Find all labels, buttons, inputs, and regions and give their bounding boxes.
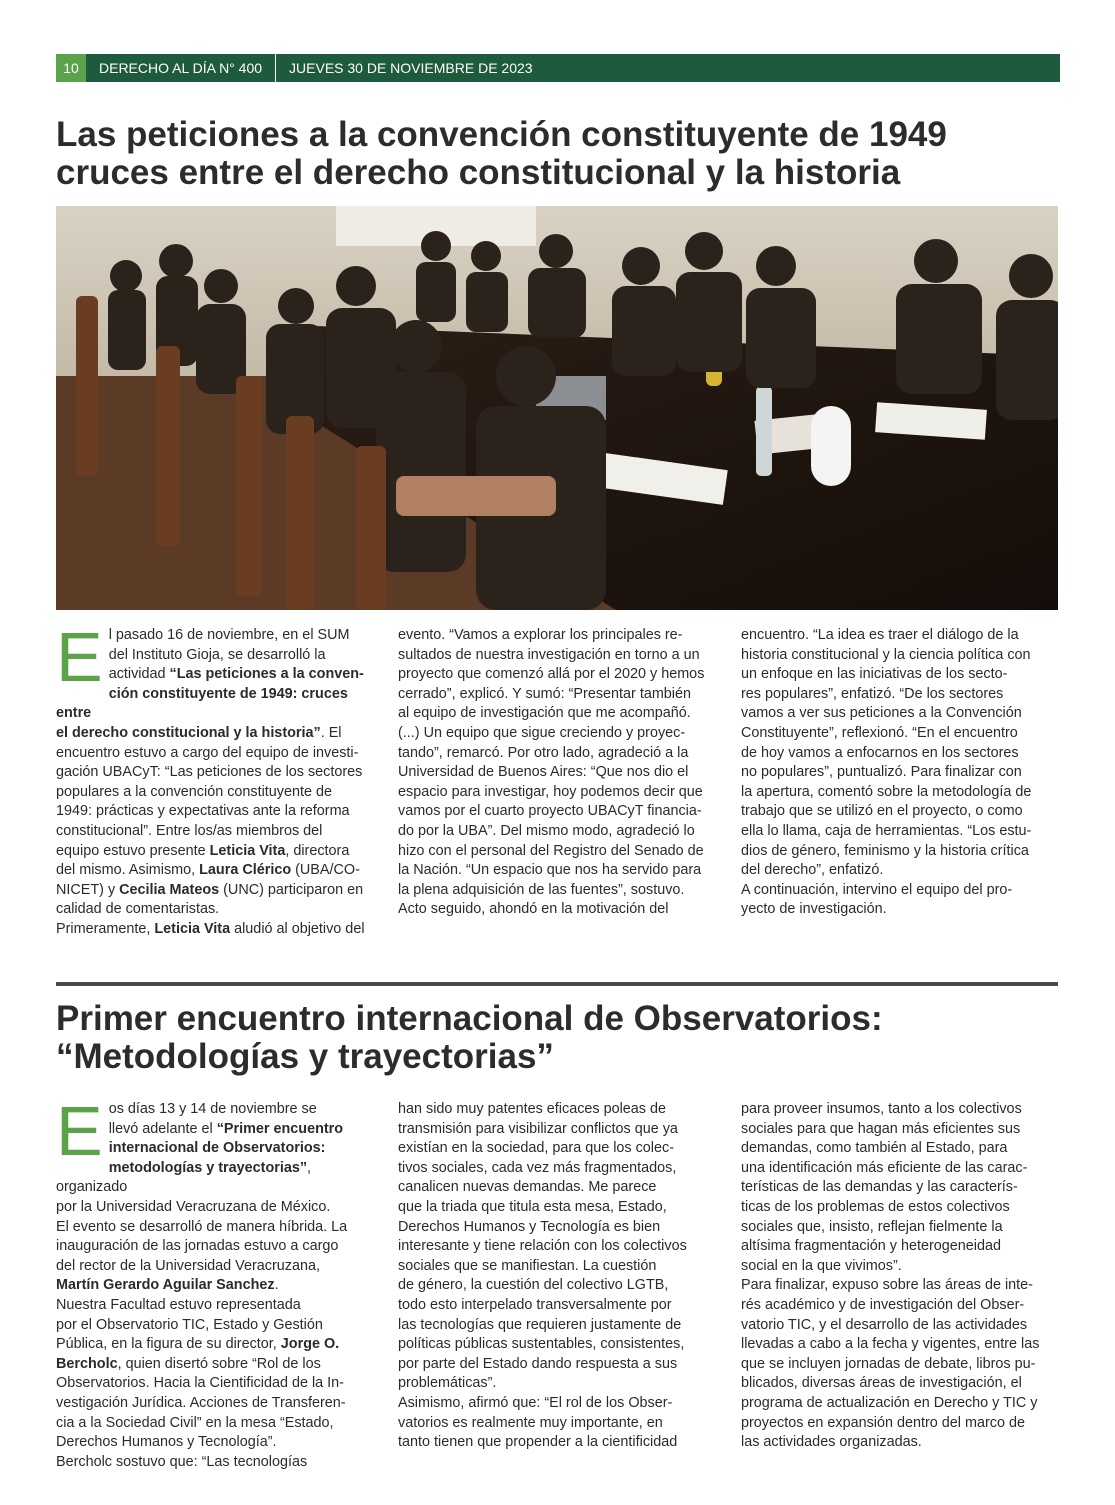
section-divider (56, 982, 1058, 986)
bold-text-run: Martín Gerardo Aguilar Sanchez (56, 1277, 275, 1294)
text-run: . El encuentro estuvo a cargo del equipo de investi- gación UBACyT: “Las peticiones de los sectores populares a la convención constituyente de 1949: prácticas y expectativas ante la reforma constitucional”. Entre los/as miembros del equipo estuvo presente (56, 724, 363, 859)
article2-column-3 (741, 1100, 1063, 1453)
issue-date: JUEVES 30 DE NOVIEMBRE DE 2023 (289, 60, 533, 76)
bold-text-run: Leticia Vita (209, 842, 286, 859)
text-run: os días 13 y 14 de noviembre se llevó adelante el (108, 1101, 317, 1137)
article2-headline-line1: Primer encuentro internacional de Observatorios: (56, 999, 883, 1038)
bold-text-run: Laura Clérico (199, 862, 292, 879)
publication-name: DERECHO AL DÍA N° 400 (99, 60, 263, 76)
article2-col2-text (398, 1101, 687, 1450)
text-run: (UNC) participaron en calidad de comentaristas. Primeramente, (56, 881, 364, 937)
article1-column-1 (56, 618, 378, 940)
article2-drop-cap: E (56, 1092, 103, 1170)
bold-text-run: Leticia Vita (154, 920, 231, 937)
text-run: encuentro. “La idea es traer el diálogo de la historia constitucional y la ciencia política con un enfoque en las iniciativas de los secto- res populares”, enfatizó. “De los sectores vamos a ver sus peticiones a la Convención Constituyente”, reflexionó. “En el encuentro de hoy vamos a enfocarnos en los sectores no populares”, puntualizó. Para finalizar con la apertura, comentó sobre la metodología de trabajo que se utilizó en el proyecto, o como ella lo llama, caja de herramientas. “Los estu- dios de género, feminismo y la historia crítica del derecho”, enfatizó. A continuación, intervino el equipo del pro- yecto de investigación. (741, 627, 1032, 918)
text-run: para proveer insumos, tanto a los colectivos sociales para que hagan más eficientes sus demandas, como también al Estado, para una identificación más eficiente de las carac- terísticas de las demandas y las caracterís- ticas de los problemas de estos colectivos sociales que, insisto, reflejan fielmente la altísima fragmentación y heterogeneidad social en la que vivimos”. Para finalizar, expuso sobre las áreas de inte- rés académico y de investigación del Obser- vatorio TIC, y el desarrollo de las actividades llevadas a cabo a la fecha y vigentes, entre las que se incluyen jornadas de debate, libros pu- blicados, diversas áreas de investigación, el programa de actualización en Derecho y TIC y proyectos en expansión dentro del marco de las actividades organizadas. (741, 1101, 1040, 1451)
bold-text-run: “Primer encuentro internacional de Observatorios: metodologías y trayectorias” (108, 1120, 344, 1176)
article2-col3-text (741, 1101, 1039, 1450)
page-number: 10 (56, 54, 86, 82)
article1-headline-line2: cruces entre el derecho constitucional y la historia (56, 153, 901, 192)
page-header-bar (56, 54, 1060, 82)
bold-text-run: Cecilia Mateos (119, 881, 220, 898)
article2-column-2 (398, 1100, 720, 1453)
article2-column-1 (56, 1092, 378, 1472)
bold-text-run: “Las peticiones a la conven- ción constituyente de 1949: cruces entre el derecho constitucional y la historia” (56, 666, 364, 741)
text-run: (UBA/CO- NICET) y (56, 862, 360, 898)
text-run: . Nuestra Facultad estuvo representada por el Observatorio TIC, Estado y Gestión Pública, en la figura de su director, (56, 1277, 323, 1353)
article1-column-2 (398, 626, 720, 920)
text-run: evento. “Vamos a explorar los principales re- sultados de nuestra investigación en torno a un proyecto que comenzó allá por el 2020 y hemos cerrado”, explicó. Y sumó: “Presentar también al equipo de investigación que me acompañó. (...) Un equipo que sigue creciendo y proyec- tando”, remarcó. Por otro lado, agradeció a la Universidad de Buenos Aires: “Que nos dio el espacio para investigar, hoy podemos decir que vamos por el cuarto proyecto UBACyT financia- do por la UBA”. Del mismo modo, agradeció lo hizo con el personal del Registro del Senado de la Nación. “Un espacio que nos ha servido para la plena adquisición de las fuentes”, sostuvo. Acto seguido, ahondó en la motivación del (398, 627, 705, 918)
text-run: , organizado por la Universidad Veracruzana de México. El evento se desarrolló de manera híbrida. La inauguración de las jornadas estuvo a cargo del rector de la Universidad Veracruzana, (56, 1159, 348, 1274)
article1-drop-cap: E (56, 618, 103, 696)
text-run: han sido muy patentes eficaces poleas de transmisión para visibilizar conflictos que ya existían en la sociedad, para que los colec- tivos sociales, cada vez más fragmentados, canalicen nuevas demandas. Me parece que la triada que titula esta mesa, Estado, Derechos Humanos y Tecnología es bien interesante y tiene relación con los colectivos sociales que se manifiestan. La cuestión de género, la cuestión del colectivo LGTB, todo esto interpelado transversalmente por las tecnologías que requieren justamente de políticas públicas sustentables, consistentes, por parte del Estado dando respuesta a sus problemáticas”. Asimismo, afirmó que: “El rol de los Obser- vatorios es realmente muy importante, en tanto tienen que propender a la cientificidad (398, 1101, 687, 1451)
article1-column-3 (741, 626, 1063, 920)
article1-headline-line1: Las peticiones a la convención constituyente de 1949 (56, 115, 947, 154)
text-run: aludió al objetivo del (230, 920, 365, 937)
article1-headline (56, 116, 1066, 192)
article1-col2-text (398, 627, 704, 917)
bold-text-run: Jorge O. Bercholc (56, 1336, 340, 1372)
article2-headline (56, 1000, 1066, 1076)
text-run: , directora del mismo. Asimismo, (56, 842, 350, 879)
meeting-photo (56, 206, 1058, 610)
text-run: , quien disertó sobre “Rol de los Observatorios. Hacia la Cientificidad de la In- vestigación Jurídica. Acciones de Transferen- cia a la Sociedad Civil” en la mesa “Estado, Derechos Humanos y Tecnología”. Bercholc sostuvo que: “Las tecnologías (56, 1355, 346, 1470)
meeting-photo-illustration (56, 206, 1058, 610)
article1-col3-text (741, 627, 1031, 917)
article2-headline-line2: “Metodologías y trayectorias” (56, 1037, 554, 1076)
text-run: l pasado 16 de noviembre, en el SUM del Instituto Gioja, se desarrolló la actividad (108, 627, 350, 683)
